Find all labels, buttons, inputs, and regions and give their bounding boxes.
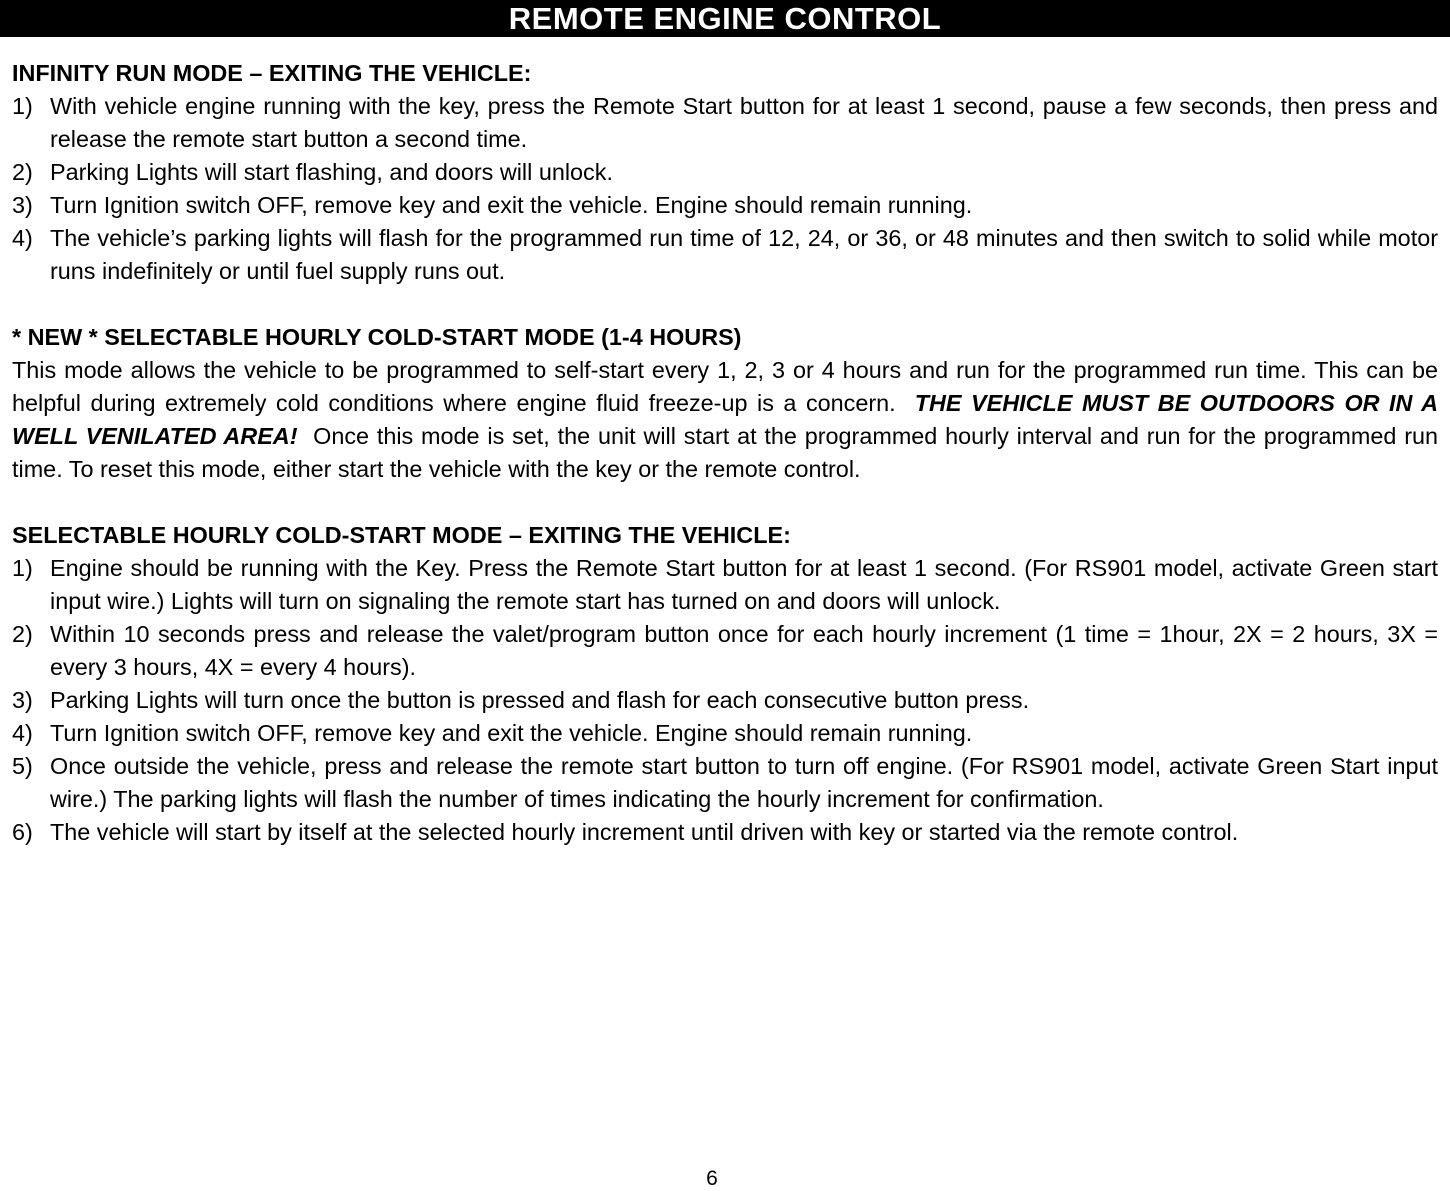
list-item	[12, 717, 1438, 750]
item-number: 3)	[12, 687, 33, 713]
item-text: Parking Lights will turn once the button is pressed and flash for each consecutive button press.	[50, 687, 1030, 713]
section-description	[12, 354, 1438, 486]
section-infinity-run-mode	[12, 57, 1438, 288]
list-item	[12, 156, 1438, 189]
list-item	[12, 552, 1438, 618]
list-item	[12, 816, 1438, 849]
item-text: The vehicle will start by itself at the selected hourly increment until driven with key or started via the remote control.	[50, 819, 1239, 845]
list-item	[12, 684, 1438, 717]
item-number: 2)	[12, 621, 33, 647]
section-heading: INFINITY RUN MODE – EXITING THE VEHICLE:	[12, 60, 532, 86]
item-number: 1)	[12, 555, 33, 581]
item-text: With vehicle engine running with the key, press the Remote Start button for at least 1 second, pause a few seconds, then press and release the remote start button a second time.	[50, 93, 1438, 152]
item-number: 2)	[12, 159, 33, 185]
page-title-banner: REMOTE ENGINE CONTROL	[0, 0, 1450, 37]
list-item	[12, 222, 1438, 288]
item-text: Within 10 seconds press and release the valet/program button once for each hourly increment (1 time = 1hour, 2X = 2 hours, 3X = every 3 hours, 4X = every 4 hours).	[50, 621, 1438, 680]
item-number: 4)	[12, 720, 33, 746]
list-item	[12, 618, 1438, 684]
page-number: 6	[706, 1167, 718, 1190]
list-item	[12, 750, 1438, 816]
item-number: 6)	[12, 819, 33, 845]
item-number: 3)	[12, 192, 33, 218]
safety-warning: THE VEHICLE MUST BE OUTDOORS OR IN A WELL VENILATED AREA!	[12, 390, 1438, 449]
item-text: Turn Ignition switch OFF, remove key and exit the vehicle. Engine should remain running.	[50, 192, 973, 218]
section-heading: * NEW * SELECTABLE HOURLY COLD-START MODE (1-4 HOURS)	[12, 324, 742, 350]
item-number: 5)	[12, 753, 33, 779]
steps-list	[12, 90, 1438, 288]
section-cold-start-mode	[12, 321, 1438, 486]
item-text: Engine should be running with the Key. Press the Remote Start button for at least 1 second. (For RS901 model, activate Green start input wire.) Lights will turn on signaling the remote start has turned on and doors will unlock.	[50, 555, 1438, 614]
item-number: 1)	[12, 93, 33, 119]
item-text: Turn Ignition switch OFF, remove key and exit the vehicle. Engine should remain running.	[50, 720, 973, 746]
item-text: The vehicle’s parking lights will flash for the programmed run time of 12, 24, or 36, or 48 minutes and then switch to solid while motor runs indefinitely or until fuel supply runs out.	[50, 225, 1438, 284]
item-text: Once outside the vehicle, press and release the remote start button to turn off engine. (For RS901 model, activate Green Start input wire.) The parking lights will flash the number of times indicating the hourly increment for confirmation.	[50, 753, 1438, 812]
steps-list	[12, 552, 1438, 849]
section-cold-start-exiting	[12, 519, 1438, 849]
description-text: This mode allows the vehicle to be programmed to self-start every 1, 2, 3 or 4 hours and run for the programmed run time. This can be helpful during extremely cold conditions where engine fluid freeze-up is a concern.	[12, 357, 1438, 416]
document-body	[12, 57, 1438, 849]
item-text: Parking Lights will start flashing, and doors will unlock.	[50, 159, 613, 185]
section-spacer	[12, 486, 1438, 519]
item-number: 4)	[12, 225, 33, 251]
list-item	[12, 90, 1438, 156]
section-spacer	[12, 288, 1438, 321]
section-heading: SELECTABLE HOURLY COLD-START MODE – EXITING THE VEHICLE:	[12, 522, 791, 548]
description-text: Once this mode is set, the unit will start at the programmed hourly interval and run for the programmed run time. To reset this mode, either start the vehicle with the key or the remote control.	[12, 423, 1439, 482]
list-item	[12, 189, 1438, 222]
